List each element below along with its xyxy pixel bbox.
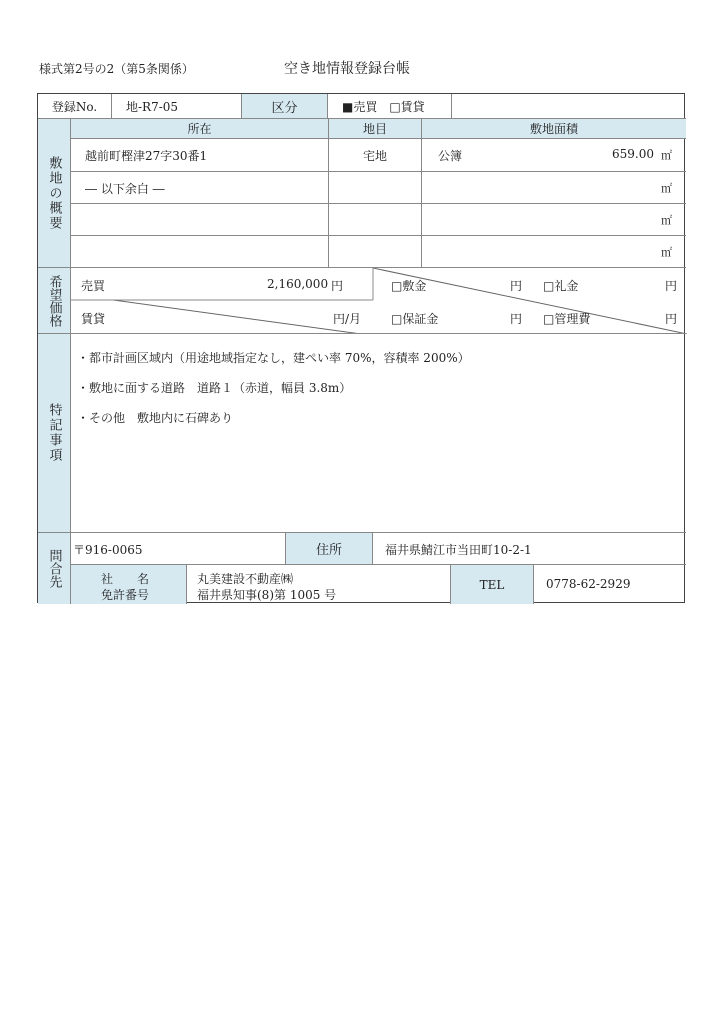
notes-side-label: 特記事項: [38, 333, 70, 532]
address-label: 住所: [285, 532, 372, 564]
area-cell-1: [421, 138, 686, 171]
area-unit: ㎡: [661, 182, 672, 195]
key-money-label: □礼金: [543, 279, 579, 293]
deposit-unit: 円: [510, 279, 523, 293]
landtype-cell-3: [328, 203, 421, 235]
company-value-cell: [186, 564, 450, 604]
area-cell-2: [421, 171, 686, 203]
blank-cell: [451, 94, 686, 118]
management-label: □管理費: [543, 312, 591, 326]
license-number: 福井県知事(8)第 1005 号: [197, 588, 337, 602]
sale-value: 2,160,000: [267, 277, 329, 291]
sale-unit: 円: [331, 279, 344, 293]
tel-value: 0778-62-2929: [546, 577, 631, 591]
postal-cell: [70, 532, 285, 564]
overview-side-label: 敷地の概要: [38, 118, 70, 267]
landtype-cell-4: [328, 235, 421, 267]
registration-no-value: 地-R7-05: [126, 100, 179, 114]
note-item: ・その他 敷地内に石碑あり: [77, 411, 234, 425]
tel-cell: [533, 564, 686, 604]
location-cell-4: [70, 235, 328, 267]
deposit-label: □敷金: [391, 279, 427, 293]
area-value: 659.00: [612, 147, 654, 161]
location-cell-3: [70, 203, 328, 235]
notes-area: [70, 333, 686, 532]
landtype-cell-2: [328, 171, 421, 203]
company-name-label: 社 名: [101, 572, 150, 586]
rent-label: 賃貸: [81, 312, 106, 326]
postal-code: 〒916-0065: [73, 543, 143, 557]
location-cell-2: [70, 171, 328, 203]
col-area-header: 敷地面積: [421, 118, 686, 138]
rent-unit: 円/月: [333, 312, 362, 326]
registration-no-cell: [111, 94, 241, 118]
note-item: ・都市計画区域内（用途地域指定なし，建ぺい率 70%，容積率 200%）: [77, 351, 470, 365]
address-value: 福井県鯖江市当田町10-2-1: [385, 543, 532, 557]
col-landtype-header: 地目: [328, 118, 421, 138]
category-options: ■売買 □賃貸: [342, 100, 425, 114]
sale-label: 売買: [81, 279, 106, 293]
price-side-label: 希望価格: [38, 267, 70, 333]
company-name: 丸美建設不動産㈱: [197, 572, 294, 586]
landtype-value: 宅地: [328, 138, 421, 171]
contact-side-label: 問合先: [38, 532, 70, 604]
area-unit: ㎡: [661, 246, 672, 259]
area-type: 公簿: [438, 149, 463, 163]
license-label: 免許番号: [101, 588, 150, 602]
registration-no-label: 登録No.: [51, 99, 98, 114]
area-unit: ㎡: [661, 149, 672, 162]
tel-label: TEL: [450, 564, 533, 604]
registration-form: [37, 93, 685, 603]
col-location-header: 所在: [70, 118, 328, 138]
price-area: [70, 267, 686, 333]
location-value: 越前町樫津27字30番1: [85, 149, 208, 163]
area-unit: ㎡: [661, 214, 672, 227]
address-cell: [372, 532, 686, 564]
category-label: 区分: [241, 94, 327, 118]
area-cell-4: [421, 235, 686, 267]
guarantee-unit: 円: [510, 312, 523, 326]
company-label-cell: [70, 564, 186, 604]
note-item: ・敷地に面する道路 道路１（赤道，幅員 3.8m）: [77, 381, 352, 395]
area-cell-3: [421, 203, 686, 235]
page-title: 空き地情報登録台帳: [284, 61, 410, 77]
location-blank-note: ― 以下余白 ―: [85, 182, 165, 196]
form-number: 様式第2号の2（第5条関係）: [39, 62, 194, 76]
price-diagonal-lines: [71, 268, 687, 334]
location-cell-1: [70, 138, 328, 171]
category-cell: [327, 94, 451, 118]
management-unit: 円: [665, 312, 678, 326]
key-money-unit: 円: [665, 279, 678, 293]
guarantee-label: □保証金: [391, 312, 439, 326]
